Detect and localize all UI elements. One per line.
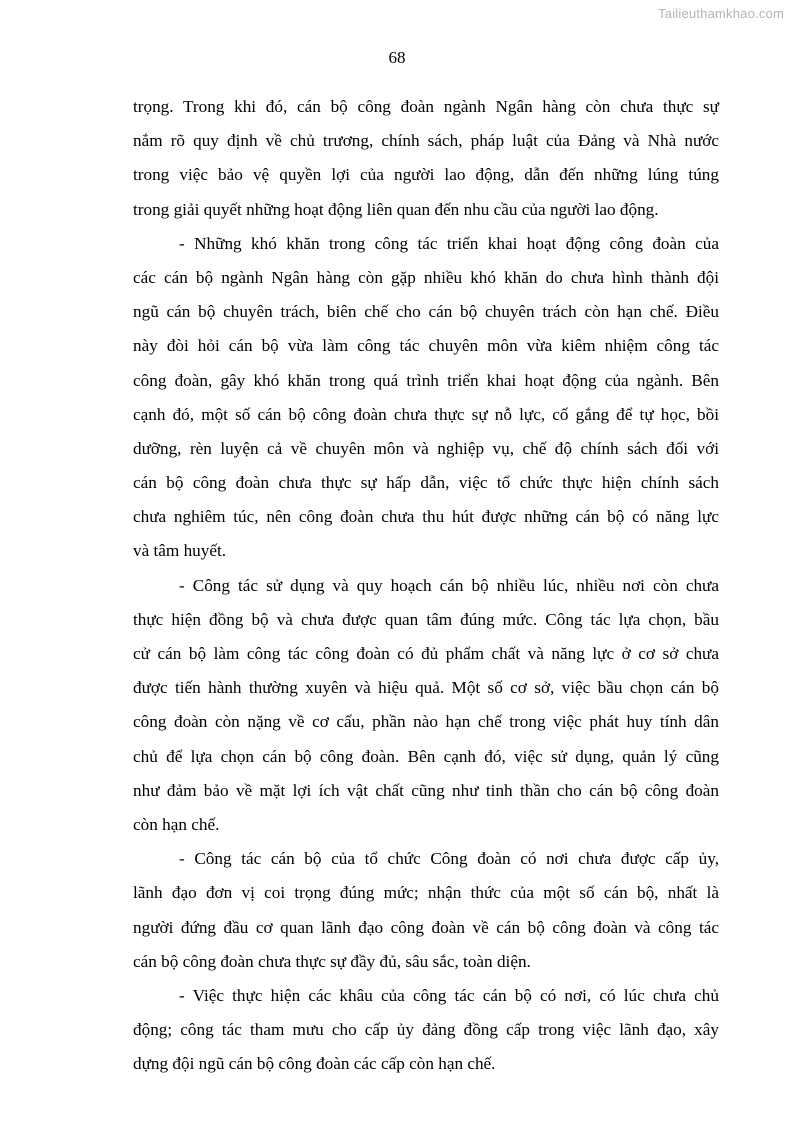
- text-line: cán bộ công đoàn chưa thực sự đầy đủ, sâu sắc, toàn diện.: [133, 951, 531, 971]
- text-line: ngũ cán bộ chuyên trách, biên chế cho cán bộ chuyên trách còn hạn chế. Điều: [133, 302, 719, 322]
- text-line: cạnh đó, một số cán bộ công đoàn chưa thực sự nỗ lực, cố gắng để tự học, bồi: [133, 404, 719, 424]
- text-line: công đoàn còn nặng về cơ cấu, phần nào hạn chế trong việc phát huy tính dân: [133, 712, 719, 732]
- text-line: được tiến hành thường xuyên và hiệu quả. Một số cơ sở, việc bầu chọn cán bộ: [133, 678, 719, 698]
- text-line: - Những khó khăn trong công tác triển khai hoạt động công đoàn của: [179, 233, 719, 253]
- text-line: các cán bộ ngành Ngân hàng còn gặp nhiều khó khăn do chưa hình thành đội: [133, 267, 719, 287]
- page-number: 68: [388, 48, 406, 67]
- text-line: động; công tác tham mưu cho cấp ủy đảng đồng cấp trong việc lãnh đạo, xây: [133, 1020, 719, 1040]
- text-line: còn hạn chế.: [133, 814, 220, 834]
- paragraph: [133, 979, 719, 1082]
- text-line: chưa nghiêm túc, nên công đoàn chưa thu hút được những cán bộ có năng lực: [133, 507, 719, 527]
- text-line: lãnh đạo đơn vị coi trọng đúng mức; nhận thức của một số cán bộ, nhất là: [133, 883, 719, 903]
- text-line: trong giải quyết những hoạt động liên quan đến nhu cầu của người lao động.: [133, 199, 659, 219]
- paragraph: [133, 569, 719, 843]
- text-line: chủ để lựa chọn cán bộ công đoàn. Bên cạnh đó, việc sử dụng, quản lý cũng: [133, 746, 719, 766]
- paragraph: [133, 842, 719, 979]
- text-line: trong việc bảo vệ quyền lợi của người lao động, dẫn đến những lúng túng: [133, 165, 719, 185]
- text-line: người đứng đầu cơ quan lãnh đạo công đoàn về cán bộ công đoàn và công tác: [133, 917, 719, 937]
- watermark-text: Tailieuthamkhao.com: [658, 6, 784, 21]
- text-line: công đoàn, gây khó khăn trong quá trình triển khai hoạt động của ngành. Bên: [133, 370, 719, 390]
- text-line: cán bộ công đoàn chưa thực sự hấp dẫn, việc tổ chức thực hiện chính sách: [133, 473, 719, 493]
- text-line: cử cán bộ làm công tác công đoàn có đủ phẩm chất và năng lực ở cơ sở chưa: [133, 644, 719, 663]
- text-line: - Công tác sử dụng và quy hoạch cán bộ nhiều lúc, nhiều nơi còn chưa: [179, 575, 719, 595]
- text-line: - Việc thực hiện các khâu của công tác cán bộ có nơi, có lúc chưa chủ: [179, 985, 719, 1005]
- text-line: và tâm huyết.: [133, 541, 227, 561]
- text-line: - Công tác cán bộ của tổ chức Công đoàn có nơi chưa được cấp ủy,: [179, 849, 719, 869]
- text-line: trọng. Trong khi đó, cán bộ công đoàn ngành Ngân hàng còn chưa thực sự: [133, 97, 719, 116]
- text-line: nắm rõ quy định về chủ trương, chính sách, pháp luật của Đảng và Nhà nước: [133, 131, 719, 151]
- text-line: dưỡng, rèn luyện cả về chuyên môn và nghiệp vụ, chế độ chính sách đối với: [133, 438, 719, 458]
- text-line: thực hiện đồng bộ và chưa được quan tâm đúng mức. Công tác lựa chọn, bầu: [133, 609, 719, 629]
- paragraph: [133, 90, 719, 227]
- text-line: như đảm bảo về mặt lợi ích vật chất cũng như tinh thần cho cán bộ công đoàn: [133, 780, 719, 800]
- paragraph: [133, 227, 719, 569]
- text-line: dựng đội ngũ cán bộ công đoàn các cấp còn hạn chế.: [133, 1054, 496, 1074]
- text-line: này đòi hỏi cán bộ vừa làm công tác chuyên môn vừa kiêm nhiệm công tác: [133, 336, 719, 356]
- document-body: [133, 90, 719, 1081]
